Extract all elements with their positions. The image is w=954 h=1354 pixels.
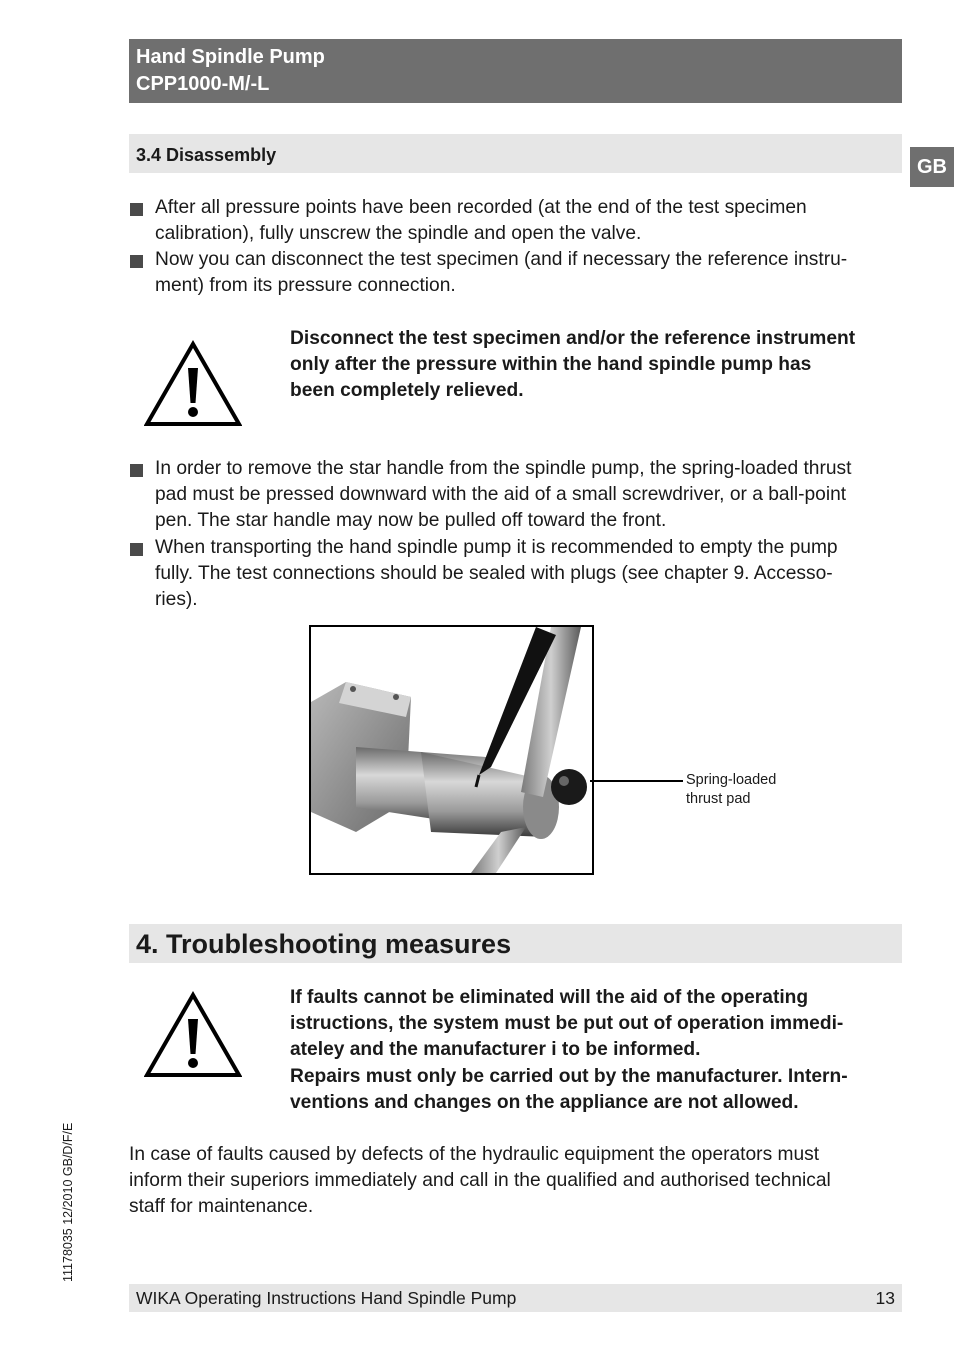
bullet-square xyxy=(130,543,143,556)
page-footer xyxy=(129,1284,902,1312)
warning-message-disconnect xyxy=(290,326,905,405)
text-line: In case of faults caused by defects of the hydraulic equipment the operators must xyxy=(129,1144,820,1165)
document-code-vertical: 11178035 12/2010 GB/D/F/E xyxy=(61,1122,75,1282)
text-line: ventions and changes on the appliance are not allowed. xyxy=(290,1091,799,1113)
text-line: pen. The star handle may now be pulled off toward the front. xyxy=(155,510,667,532)
text-line: Repairs must only be carried out by the manufacturer. Intern- xyxy=(290,1065,848,1087)
bullet-item-3 xyxy=(155,456,851,535)
section-4-title: 4. Troubleshooting measures xyxy=(136,929,512,959)
text-line: fully. The test connections should be sealed with plugs (see chapter 9. Accesso- xyxy=(155,563,833,585)
text-line: only after the pressure within the hand spindle pump has xyxy=(290,354,812,376)
text-line: been completely relieved. xyxy=(290,380,524,402)
text-line: In order to remove the star handle from the spindle pump, the spring-loaded thrust xyxy=(155,458,852,479)
bullet-item-2 xyxy=(155,247,847,299)
text-line: istructions, the system must be put out of operation immedi- xyxy=(290,1013,844,1035)
section-4-heading-bar xyxy=(129,924,902,963)
text-line: Now you can disconnect the test specimen (and if necessary the reference instru- xyxy=(155,249,848,270)
figure-callout-label xyxy=(686,771,776,809)
pump-photo-illustration xyxy=(311,627,592,873)
text-line: thrust pad xyxy=(686,791,751,807)
text-line: If faults cannot be eliminated will the aid of the operating xyxy=(290,987,809,1008)
warning-triangle-icon xyxy=(144,991,242,1077)
section-3-4-title: 3.4 Disassembly xyxy=(136,145,277,165)
bullet-square xyxy=(130,464,143,477)
text-line: ateley and the manufacturer i to be informed. xyxy=(290,1039,701,1061)
section-3-4-heading-bar xyxy=(129,134,902,173)
language-tab: GB xyxy=(910,147,954,187)
bullet-square xyxy=(130,203,143,216)
callout-leader-line xyxy=(590,780,683,782)
text-line: When transporting the hand spindle pump it is recommended to empty the pump xyxy=(155,537,838,558)
pump-photo-figure xyxy=(309,625,594,875)
bullet-item-1 xyxy=(155,195,807,247)
bullet-square xyxy=(130,255,143,268)
body-paragraph-faults xyxy=(129,1142,831,1221)
warning-message-troubleshooting xyxy=(290,985,905,1116)
header-title-line1: Hand Spindle Pump xyxy=(136,46,325,68)
header-title-line2: CPP1000-M/-L xyxy=(136,73,270,95)
text-line: inform their superiors immediately and call in the qualified and authorised technical xyxy=(129,1170,831,1192)
text-line: Disconnect the test specimen and/or the reference instrument xyxy=(290,328,856,349)
page-number: 13 xyxy=(875,1288,895,1308)
warning-triangle-icon xyxy=(144,340,242,426)
bullet-item-4 xyxy=(155,535,838,614)
text-line: Spring-loaded xyxy=(686,772,777,788)
text-line: calibration), fully unscrew the spindle and open the valve. xyxy=(155,223,642,245)
footer-text: WIKA Operating Instructions Hand Spindle Pump xyxy=(136,1288,517,1308)
document-header xyxy=(129,39,902,103)
text-line: pad must be pressed downward with the aid of a small screwdriver, or a ball-point xyxy=(155,484,847,506)
text-line: ment) from its pressure connection. xyxy=(155,275,456,297)
text-line: ries). xyxy=(155,589,198,611)
text-line: After all pressure points have been recorded (at the end of the test specimen xyxy=(155,197,807,218)
text-line: staff for maintenance. xyxy=(129,1196,314,1218)
